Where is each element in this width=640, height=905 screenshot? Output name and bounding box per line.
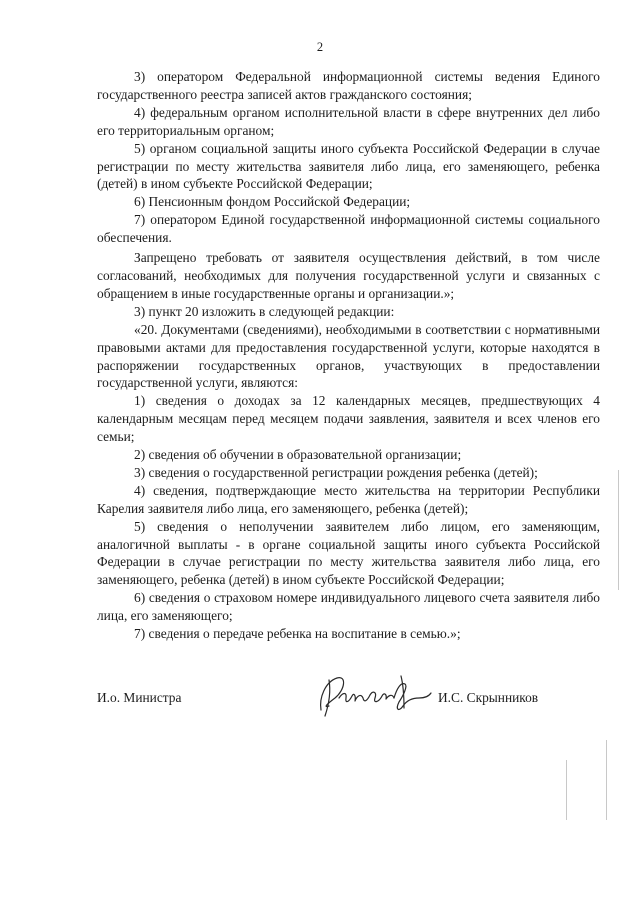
paragraph: Запрещено требовать от заявителя осуществления действий, в том числе согласований, необходимых для получения государственной услуги и связанных с обращением в иные государственные органы и организации.»;	[97, 250, 600, 301]
paragraph: 2) сведения об обучении в образовательной организации;	[134, 447, 462, 463]
paragraph: 7) оператором Единой государственной информационной системы социального обеспечения.	[97, 212, 600, 246]
paragraph: «20. Документами (сведениями), необходимыми в соответствии с нормативными правовыми актами для предоставления государственной услуги, которые находятся в распоряжении государственных органов, участвующих в предоставлении государственной услуги, являются:	[97, 321, 600, 391]
paragraph: 4) сведения, подтверждающие место жительства на территории Республики Карелия заявителя либо лица, его заменяющего, ребенка (детей);	[97, 482, 600, 516]
paragraph: 3) пункт 20 изложить в следующей редакции:	[134, 303, 395, 319]
paragraph: 5) сведения о неполучении заявителем либо лицом, его заменяющим, аналогичной выплаты - в органе социальной защиты иного субъекта Российской Федерации в случае регистрации по месту жительства заявителя либо лица, его заменяющего, ребенка (детей) в ином субъекте Российской Федерации;	[97, 518, 600, 588]
paragraph: 3) сведения о государственной регистрации рождения ребенка (детей);	[134, 464, 538, 480]
paragraph: 3) оператором Федеральной информационной системы ведения Единого государственного реестра записей актов гражданского состояния;	[97, 69, 600, 102]
paragraph: 7) сведения о передаче ребенка на воспитание в семью.»;	[134, 626, 461, 642]
scan-artifact-line	[618, 470, 619, 590]
paragraph: 5) органом социальной защиты иного субъекта Российской Федерации в случае регистрации по месту жительства заявителя либо лица, его заменяющего, ребенка (детей) в ином субъекте Российской Федерации;	[97, 140, 600, 192]
page-number: 2	[316, 40, 324, 54]
document-body	[97, 68, 600, 643]
handwritten-signature	[315, 668, 435, 720]
scan-artifact-line	[606, 740, 607, 820]
signatory-name: И.С. Скрынников	[438, 690, 539, 705]
scan-artifact-line	[566, 760, 567, 820]
paragraph: 4) федеральным органом исполнительной власти в сфере внутренних дел либо его территориальным органом;	[97, 104, 600, 138]
paragraph: 6) сведения о страховом номере индивидуального лицевого счета заявителя либо лица, его заменяющего;	[97, 590, 600, 624]
paragraph: 1) сведения о доходах за 12 календарных месяцев, предшествующих 4 календарным месяцам перед месяцем подачи заявления, заявителя и всех членов его семьи;	[97, 393, 600, 445]
paragraph: 6) Пенсионным фондом Российской Федерации;	[134, 194, 411, 210]
signatory-role: И.о. Министра	[97, 690, 182, 705]
